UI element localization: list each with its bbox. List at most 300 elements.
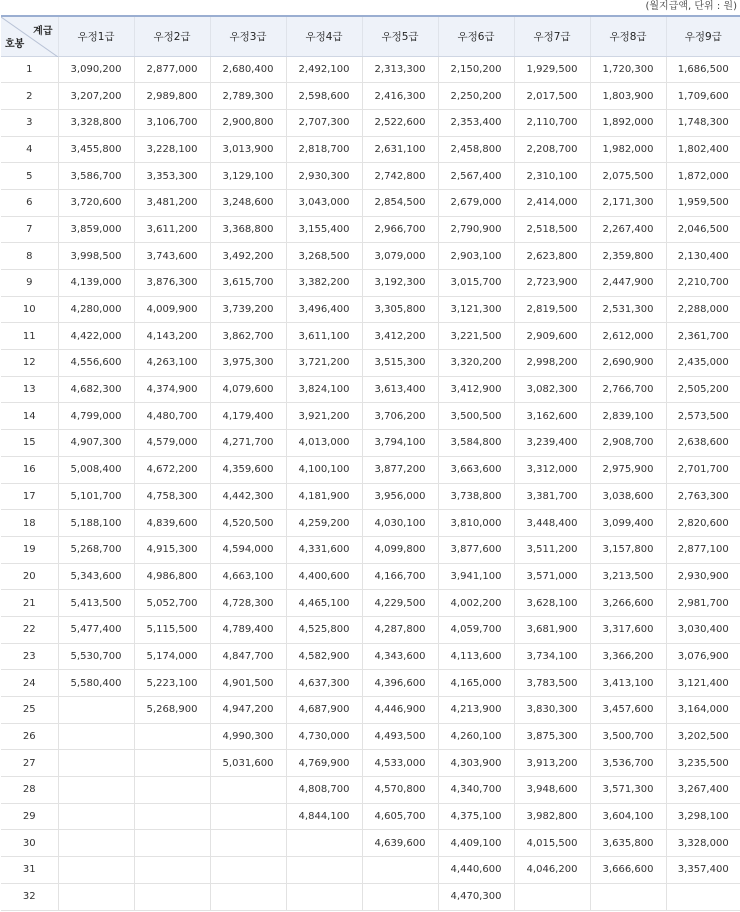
salary-cell: 4,331,600 xyxy=(286,536,362,563)
salary-cell: 3,810,000 xyxy=(438,510,514,537)
salary-cell: 3,164,000 xyxy=(666,697,740,724)
salary-cell: 3,298,100 xyxy=(666,803,740,830)
salary-cell: 4,493,500 xyxy=(362,723,438,750)
salary-cell: 4,947,200 xyxy=(210,697,286,724)
salary-cell: 4,271,700 xyxy=(210,430,286,457)
salary-cell: 3,382,200 xyxy=(286,270,362,297)
salary-cell: 3,030,400 xyxy=(666,616,740,643)
salary-cell: 3,192,300 xyxy=(362,270,438,297)
salary-cell: 3,877,600 xyxy=(438,536,514,563)
salary-cell: 3,448,400 xyxy=(514,510,590,537)
salary-cell: 5,052,700 xyxy=(134,590,210,617)
table-row xyxy=(1,270,740,297)
salary-cell: 3,586,700 xyxy=(58,163,134,190)
salary-cell: 2,903,100 xyxy=(438,243,514,270)
salary-cell: 4,758,300 xyxy=(134,483,210,510)
salary-cell: 3,157,800 xyxy=(590,536,666,563)
salary-cell: 4,442,300 xyxy=(210,483,286,510)
salary-cell: 4,113,600 xyxy=(438,643,514,670)
step-cell: 17 xyxy=(1,483,58,510)
table-row xyxy=(1,723,740,750)
step-cell: 1 xyxy=(1,56,58,83)
salary-cell: 4,079,600 xyxy=(210,376,286,403)
salary-cell: 5,101,700 xyxy=(58,483,134,510)
salary-cell: 2,414,000 xyxy=(514,189,590,216)
salary-cell: 2,998,200 xyxy=(514,350,590,377)
salary-cell: 4,799,000 xyxy=(58,403,134,430)
table-row xyxy=(1,883,740,910)
salary-cell: 3,043,000 xyxy=(286,189,362,216)
step-cell: 27 xyxy=(1,750,58,777)
salary-cell: 4,259,200 xyxy=(286,510,362,537)
column-header: 우정8급 xyxy=(590,16,666,56)
salary-cell: 4,046,200 xyxy=(514,857,590,884)
salary-cell: 3,862,700 xyxy=(210,323,286,350)
salary-cell: 4,343,600 xyxy=(362,643,438,670)
salary-cell: 2,573,500 xyxy=(666,403,740,430)
salary-cell: 3,975,300 xyxy=(210,350,286,377)
step-cell: 4 xyxy=(1,136,58,163)
salary-cell xyxy=(286,883,362,910)
salary-cell xyxy=(58,803,134,830)
salary-cell: 2,930,300 xyxy=(286,163,362,190)
salary-cell: 4,687,900 xyxy=(286,697,362,724)
salary-cell: 4,839,600 xyxy=(134,510,210,537)
table-row xyxy=(1,216,740,243)
salary-cell: 5,268,700 xyxy=(58,536,134,563)
salary-cell: 2,638,600 xyxy=(666,430,740,457)
column-header: 우정1급 xyxy=(58,16,134,56)
salary-cell xyxy=(210,803,286,830)
salary-cell: 3,604,100 xyxy=(590,803,666,830)
salary-cell: 4,915,300 xyxy=(134,536,210,563)
salary-cell: 3,079,000 xyxy=(362,243,438,270)
corner-grade-label: 계급 xyxy=(33,26,53,37)
salary-cell: 4,396,600 xyxy=(362,670,438,697)
table-row xyxy=(1,296,740,323)
salary-cell: 3,941,100 xyxy=(438,563,514,590)
salary-cell: 2,518,500 xyxy=(514,216,590,243)
salary-cell xyxy=(362,883,438,910)
salary-cell: 3,207,200 xyxy=(58,83,134,110)
salary-cell: 3,921,200 xyxy=(286,403,362,430)
salary-cell: 2,790,900 xyxy=(438,216,514,243)
table-body xyxy=(1,56,740,910)
salary-cell: 3,982,800 xyxy=(514,803,590,830)
salary-cell: 3,948,600 xyxy=(514,777,590,804)
salary-cell xyxy=(134,723,210,750)
salary-cell: 3,571,000 xyxy=(514,563,590,590)
step-cell: 14 xyxy=(1,403,58,430)
salary-cell: 3,239,400 xyxy=(514,430,590,457)
salary-cell: 2,900,800 xyxy=(210,109,286,136)
salary-cell: 5,343,600 xyxy=(58,563,134,590)
salary-cell: 3,500,500 xyxy=(438,403,514,430)
salary-cell: 4,287,800 xyxy=(362,616,438,643)
step-cell: 28 xyxy=(1,777,58,804)
salary-cell: 4,582,900 xyxy=(286,643,362,670)
salary-cell: 3,317,600 xyxy=(590,616,666,643)
salary-cell: 3,266,600 xyxy=(590,590,666,617)
salary-cell xyxy=(134,883,210,910)
table-row xyxy=(1,430,740,457)
salary-cell xyxy=(210,857,286,884)
salary-cell: 2,310,100 xyxy=(514,163,590,190)
salary-cell: 4,605,700 xyxy=(362,803,438,830)
table-row xyxy=(1,189,740,216)
salary-cell: 2,854,500 xyxy=(362,189,438,216)
salary-cell: 5,031,600 xyxy=(210,750,286,777)
table-row xyxy=(1,456,740,483)
step-cell: 10 xyxy=(1,296,58,323)
step-cell: 2 xyxy=(1,83,58,110)
salary-cell: 3,121,300 xyxy=(438,296,514,323)
step-cell: 7 xyxy=(1,216,58,243)
salary-cell: 3,013,900 xyxy=(210,136,286,163)
header-row xyxy=(1,16,740,56)
salary-cell: 3,794,100 xyxy=(362,430,438,457)
table-row xyxy=(1,857,740,884)
salary-cell: 3,666,600 xyxy=(590,857,666,884)
salary-cell: 2,789,300 xyxy=(210,83,286,110)
salary-cell: 3,956,000 xyxy=(362,483,438,510)
salary-cell: 2,359,800 xyxy=(590,243,666,270)
salary-cell: 2,820,600 xyxy=(666,510,740,537)
salary-cell: 2,435,000 xyxy=(666,350,740,377)
salary-cell: 3,515,300 xyxy=(362,350,438,377)
table-row xyxy=(1,376,740,403)
salary-cell: 4,340,700 xyxy=(438,777,514,804)
salary-cell: 5,223,100 xyxy=(134,670,210,697)
salary-cell: 3,571,300 xyxy=(590,777,666,804)
salary-cell: 2,989,800 xyxy=(134,83,210,110)
step-cell: 26 xyxy=(1,723,58,750)
salary-cell: 3,213,500 xyxy=(590,563,666,590)
salary-cell: 1,872,000 xyxy=(666,163,740,190)
salary-cell: 5,268,900 xyxy=(134,697,210,724)
salary-cell: 2,818,700 xyxy=(286,136,362,163)
step-cell: 30 xyxy=(1,830,58,857)
salary-cell: 4,525,800 xyxy=(286,616,362,643)
salary-cell: 2,522,600 xyxy=(362,109,438,136)
salary-cell: 2,150,200 xyxy=(438,56,514,83)
salary-cell: 2,447,900 xyxy=(590,270,666,297)
salary-cell: 4,015,500 xyxy=(514,830,590,857)
salary-cell: 3,248,600 xyxy=(210,189,286,216)
salary-cell: 4,672,200 xyxy=(134,456,210,483)
salary-cell: 3,412,900 xyxy=(438,376,514,403)
salary-cell: 2,353,400 xyxy=(438,109,514,136)
step-cell: 6 xyxy=(1,189,58,216)
salary-cell: 1,748,300 xyxy=(666,109,740,136)
salary-cell: 4,440,600 xyxy=(438,857,514,884)
salary-cell: 3,628,100 xyxy=(514,590,590,617)
salary-cell: 3,228,100 xyxy=(134,136,210,163)
salary-cell: 4,533,000 xyxy=(362,750,438,777)
salary-cell: 4,990,300 xyxy=(210,723,286,750)
salary-cell: 4,480,700 xyxy=(134,403,210,430)
salary-cell: 3,381,700 xyxy=(514,483,590,510)
salary-cell: 3,611,200 xyxy=(134,216,210,243)
column-header: 우정3급 xyxy=(210,16,286,56)
salary-cell: 2,877,100 xyxy=(666,536,740,563)
salary-cell: 4,139,000 xyxy=(58,270,134,297)
unit-note: (월지급액, 단위 : 원) xyxy=(645,1,737,12)
salary-cell: 3,455,800 xyxy=(58,136,134,163)
salary-cell: 1,959,500 xyxy=(666,189,740,216)
step-cell: 22 xyxy=(1,616,58,643)
salary-cell: 3,099,400 xyxy=(590,510,666,537)
salary-cell: 3,368,800 xyxy=(210,216,286,243)
salary-cell: 4,359,600 xyxy=(210,456,286,483)
salary-cell xyxy=(58,857,134,884)
salary-cell: 3,584,800 xyxy=(438,430,514,457)
salary-cell: 3,613,400 xyxy=(362,376,438,403)
salary-cell: 3,496,400 xyxy=(286,296,362,323)
salary-cell: 3,859,000 xyxy=(58,216,134,243)
step-cell: 29 xyxy=(1,803,58,830)
step-cell: 20 xyxy=(1,563,58,590)
step-cell: 9 xyxy=(1,270,58,297)
salary-cell: 3,738,800 xyxy=(438,483,514,510)
salary-cell: 1,982,000 xyxy=(590,136,666,163)
step-cell: 8 xyxy=(1,243,58,270)
salary-cell xyxy=(134,750,210,777)
salary-cell: 4,847,700 xyxy=(210,643,286,670)
salary-cell: 2,930,900 xyxy=(666,563,740,590)
salary-cell: 3,328,800 xyxy=(58,109,134,136)
salary-cell: 3,511,200 xyxy=(514,536,590,563)
step-cell: 21 xyxy=(1,590,58,617)
salary-cell: 3,082,300 xyxy=(514,376,590,403)
salary-cell: 3,357,400 xyxy=(666,857,740,884)
salary-cell: 3,129,100 xyxy=(210,163,286,190)
salary-cell: 3,413,100 xyxy=(590,670,666,697)
salary-cell: 3,076,900 xyxy=(666,643,740,670)
salary-cell: 4,470,300 xyxy=(438,883,514,910)
salary-cell: 4,166,700 xyxy=(362,563,438,590)
salary-cell xyxy=(514,883,590,910)
salary-cell: 2,110,700 xyxy=(514,109,590,136)
salary-cell: 2,075,500 xyxy=(590,163,666,190)
salary-cell: 3,536,700 xyxy=(590,750,666,777)
salary-cell: 4,556,600 xyxy=(58,350,134,377)
salary-cell: 2,017,500 xyxy=(514,83,590,110)
table-row xyxy=(1,750,740,777)
corner-step-label: 호봉 xyxy=(5,38,25,50)
salary-cell: 3,615,700 xyxy=(210,270,286,297)
table-row xyxy=(1,350,740,377)
salary-cell: 2,839,100 xyxy=(590,403,666,430)
salary-cell: 4,728,300 xyxy=(210,590,286,617)
salary-cell: 2,631,100 xyxy=(362,136,438,163)
salary-cell: 3,875,300 xyxy=(514,723,590,750)
salary-cell xyxy=(58,777,134,804)
table-row xyxy=(1,670,740,697)
salary-cell: 1,892,000 xyxy=(590,109,666,136)
table-row xyxy=(1,56,740,83)
salary-cell xyxy=(134,803,210,830)
salary-cell: 4,769,900 xyxy=(286,750,362,777)
salary-cell: 3,366,200 xyxy=(590,643,666,670)
salary-cell: 3,090,200 xyxy=(58,56,134,83)
salary-cell: 3,611,100 xyxy=(286,323,362,350)
salary-cell: 2,975,900 xyxy=(590,456,666,483)
step-cell: 24 xyxy=(1,670,58,697)
salary-cell: 3,721,200 xyxy=(286,350,362,377)
salary-cell: 3,235,500 xyxy=(666,750,740,777)
salary-cell: 2,361,700 xyxy=(666,323,740,350)
salary-cell: 2,763,300 xyxy=(666,483,740,510)
salary-cell: 4,375,100 xyxy=(438,803,514,830)
salary-cell: 3,635,800 xyxy=(590,830,666,857)
salary-cell: 2,723,900 xyxy=(514,270,590,297)
salary-cell: 2,612,000 xyxy=(590,323,666,350)
salary-cell: 3,998,500 xyxy=(58,243,134,270)
salary-cell: 4,409,100 xyxy=(438,830,514,857)
salary-cell: 3,038,600 xyxy=(590,483,666,510)
column-header: 우정7급 xyxy=(514,16,590,56)
table-row xyxy=(1,83,740,110)
salary-cell: 3,663,600 xyxy=(438,456,514,483)
step-cell: 18 xyxy=(1,510,58,537)
table-row xyxy=(1,616,740,643)
salary-cell: 3,412,200 xyxy=(362,323,438,350)
salary-cell: 2,416,300 xyxy=(362,83,438,110)
salary-cell: 5,477,400 xyxy=(58,616,134,643)
salary-cell: 4,579,000 xyxy=(134,430,210,457)
salary-cell: 3,877,200 xyxy=(362,456,438,483)
column-header: 우정9급 xyxy=(666,16,740,56)
salary-cell: 1,803,900 xyxy=(590,83,666,110)
salary-cell xyxy=(286,830,362,857)
table-row xyxy=(1,803,740,830)
salary-cell: 4,570,800 xyxy=(362,777,438,804)
step-cell: 23 xyxy=(1,643,58,670)
salary-cell: 4,002,200 xyxy=(438,590,514,617)
salary-cell: 4,901,500 xyxy=(210,670,286,697)
salary-cell: 5,530,700 xyxy=(58,643,134,670)
salary-cell: 4,229,500 xyxy=(362,590,438,617)
salary-cell: 2,742,800 xyxy=(362,163,438,190)
salary-cell: 3,268,500 xyxy=(286,243,362,270)
salary-cell: 3,202,500 xyxy=(666,723,740,750)
salary-cell: 1,686,500 xyxy=(666,56,740,83)
salary-cell: 4,663,100 xyxy=(210,563,286,590)
salary-cell: 4,730,000 xyxy=(286,723,362,750)
salary-cell: 4,179,400 xyxy=(210,403,286,430)
salary-cell: 4,446,900 xyxy=(362,697,438,724)
salary-cell: 3,155,400 xyxy=(286,216,362,243)
corner-header xyxy=(1,16,58,56)
salary-cell: 2,313,300 xyxy=(362,56,438,83)
salary-cell: 4,009,900 xyxy=(134,296,210,323)
salary-cell: 2,208,700 xyxy=(514,136,590,163)
salary-cell: 3,221,500 xyxy=(438,323,514,350)
salary-cell: 1,802,400 xyxy=(666,136,740,163)
salary-cell: 4,260,100 xyxy=(438,723,514,750)
salary-cell xyxy=(58,697,134,724)
salary-cell: 3,312,000 xyxy=(514,456,590,483)
salary-cell: 3,913,200 xyxy=(514,750,590,777)
salary-cell: 5,174,000 xyxy=(134,643,210,670)
salary-cell: 4,213,900 xyxy=(438,697,514,724)
salary-cell: 4,844,100 xyxy=(286,803,362,830)
step-cell: 25 xyxy=(1,697,58,724)
salary-cell: 2,819,500 xyxy=(514,296,590,323)
salary-cell: 2,679,000 xyxy=(438,189,514,216)
salary-cell: 4,789,400 xyxy=(210,616,286,643)
salary-cell: 3,320,200 xyxy=(438,350,514,377)
salary-cell: 4,165,000 xyxy=(438,670,514,697)
salary-cell: 3,106,700 xyxy=(134,109,210,136)
table-row xyxy=(1,830,740,857)
salary-cell: 2,680,400 xyxy=(210,56,286,83)
salary-cell: 2,046,500 xyxy=(666,216,740,243)
salary-cell: 4,374,900 xyxy=(134,376,210,403)
salary-cell: 3,500,700 xyxy=(590,723,666,750)
salary-cell: 4,263,100 xyxy=(134,350,210,377)
salary-cell: 3,492,200 xyxy=(210,243,286,270)
step-cell: 16 xyxy=(1,456,58,483)
table-row xyxy=(1,483,740,510)
salary-cell: 2,505,200 xyxy=(666,376,740,403)
salary-cell: 3,830,300 xyxy=(514,697,590,724)
salary-cell: 4,280,000 xyxy=(58,296,134,323)
salary-cell: 4,639,600 xyxy=(362,830,438,857)
salary-cell: 2,690,900 xyxy=(590,350,666,377)
step-cell: 32 xyxy=(1,883,58,910)
step-cell: 12 xyxy=(1,350,58,377)
salary-cell xyxy=(58,830,134,857)
salary-table xyxy=(1,15,740,911)
salary-cell: 1,709,600 xyxy=(666,83,740,110)
salary-cell: 2,171,300 xyxy=(590,189,666,216)
salary-cell: 4,030,100 xyxy=(362,510,438,537)
salary-cell xyxy=(58,883,134,910)
salary-cell: 2,598,600 xyxy=(286,83,362,110)
salary-cell xyxy=(134,830,210,857)
salary-cell: 4,637,300 xyxy=(286,670,362,697)
salary-cell: 5,413,500 xyxy=(58,590,134,617)
table-row xyxy=(1,163,740,190)
salary-cell xyxy=(58,723,134,750)
salary-cell xyxy=(286,857,362,884)
step-cell: 19 xyxy=(1,536,58,563)
salary-cell: 2,981,700 xyxy=(666,590,740,617)
salary-cell: 3,353,300 xyxy=(134,163,210,190)
salary-cell: 2,567,400 xyxy=(438,163,514,190)
table-row xyxy=(1,510,740,537)
column-header: 우정6급 xyxy=(438,16,514,56)
column-header: 우정2급 xyxy=(134,16,210,56)
salary-cell xyxy=(58,750,134,777)
table-row xyxy=(1,590,740,617)
salary-cell: 4,059,700 xyxy=(438,616,514,643)
salary-cell: 4,100,100 xyxy=(286,456,362,483)
salary-cell: 4,400,600 xyxy=(286,563,362,590)
salary-cell: 3,328,000 xyxy=(666,830,740,857)
salary-cell: 2,707,300 xyxy=(286,109,362,136)
salary-cell: 3,162,600 xyxy=(514,403,590,430)
table-row xyxy=(1,243,740,270)
salary-cell: 3,734,100 xyxy=(514,643,590,670)
salary-cell xyxy=(210,883,286,910)
salary-cell: 4,303,900 xyxy=(438,750,514,777)
salary-cell: 2,531,300 xyxy=(590,296,666,323)
salary-cell: 2,288,000 xyxy=(666,296,740,323)
salary-cell: 3,720,600 xyxy=(58,189,134,216)
